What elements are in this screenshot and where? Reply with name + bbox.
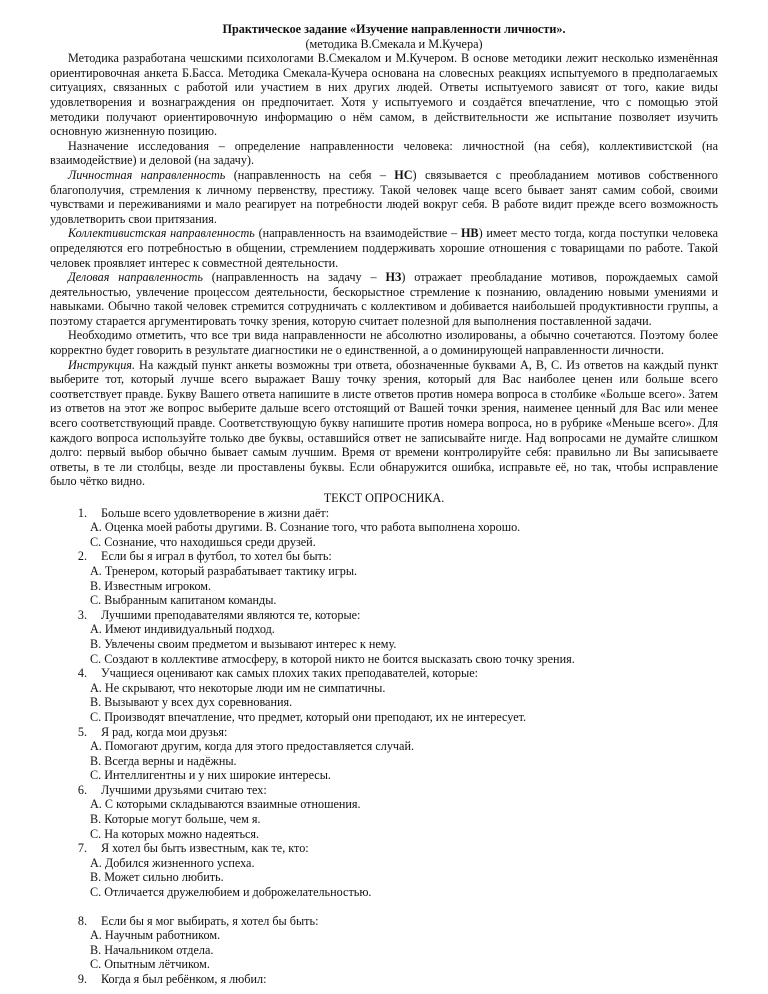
code-nv: НВ — [460, 226, 479, 241]
answer-option: В. Может сильно любить. — [90, 870, 224, 885]
collective-orientation-term: Коллективистская направленность — [68, 226, 255, 241]
business-orientation-paragraph: Деловая направленность (направленность на задачу – НЗ) отражает преобладание мотивов, порождаемых самой деятельностью, увлечение процессом деятельности, бескорыстное стремление к познанию, овладению новыми умениями и навыками. Обычно такой человек стремится сотрудничать с коллективом и добивается наибольшей продуктивности группы, а поэтому старается аргументировать точку зрения, которую считает полезной для выполнения поставленной задачи. — [50, 270, 718, 328]
document-subtitle: (методика В.Смекала и М.Кучера) — [305, 36, 483, 51]
question-item — [50, 506, 718, 521]
answer-option: А. Тренером, который разрабатывает тактику игры. — [90, 563, 358, 578]
questionnaire-title: ТЕКСТ ОПРОСНИКА. — [323, 491, 445, 505]
question-text: Лучшими друзьями считаю тех: — [101, 782, 267, 797]
answer-option: А. Научным работником. — [90, 928, 221, 943]
business-orientation-term: Деловая направленность — [68, 270, 203, 285]
note-paragraph: Необходимо отметить, что все три вида направленности не абсолютно изолированы, а обычно сочетаются. Поэтому более корректно будет говорить в результате диагностики не о единственной, а о доминирующей направленности личности. — [50, 328, 718, 358]
spacer — [50, 900, 718, 914]
instruction-label: Инструкция. — [68, 357, 136, 372]
question-text: Я рад, когда мои друзья: — [101, 724, 228, 739]
intro-paragraph-1: Методика разработана чешскими психологами В.Смекалом и М.Кучером. В основе методики лежит несколько изменённая ориентировочная анкета Б.Басса. Методика Смекала-Кучера основана на словесных реакциях испытуемого в предполагаемых ситуациях, связанных с работой или участием в них других людей. Ответы испытуемого зависят от того, какие виды удовлетворения и вознаграждения он предпочитает. Хотя у испытуемого и создаётся впечатление, что с помощью этой методики получают ориентировочную информацию о нём самом, в действительности же испытание позволяет изучить основную жизненную позицию. — [50, 51, 718, 139]
question-number: 4. — [77, 666, 87, 681]
answer-option: А. Оценка моей работы другими. В. Сознание того, что работа выполнена хорошо. — [90, 520, 521, 535]
question-number: 3. — [77, 607, 87, 622]
answer-option: А. С которыми складываются взаимные отношения. — [90, 797, 361, 812]
answer-option: С. На которых можно надеяться. — [90, 826, 260, 841]
intro-paragraph-2: Назначение исследования – определение направленности человека: личностной (на себя), коллективистской (на взаимодействие) и деловой (на задачу). — [50, 138, 718, 168]
question-text: Я хотел бы быть известным, как те, кто: — [101, 841, 309, 856]
answer-option: В. Вызывают у всех дух соревнования. — [90, 695, 293, 710]
answer-option: В. Известным игроком. — [90, 578, 212, 593]
answer-option: С. Выбранным капитаном команды. — [90, 593, 277, 608]
question-item — [50, 725, 718, 740]
document-page — [50, 22, 718, 987]
answer-option: С. Создают в коллективе атмосферу, в которой никто не боится высказать свою точку зрения. — [90, 651, 575, 666]
code-nz: НЗ — [385, 270, 402, 285]
question-number: 5. — [77, 724, 87, 739]
instruction-paragraph: Инструкция. На каждый пункт анкеты возможны три ответа, обозначенные буквами А, В, С. Из ответов на каждый пункт выберите тот, который лучше всего выражает Вашу точку зрения, который для Вас наиболее ценен или больше всего соответствует правде. Букву Вашего ответа напишите в листе ответов против номера вопроса в столбике «Больше всего». Затем из ответов на этот же вопрос выберите дальше всего отстоящий от Вашей точки зрения, наименее ценный для Вас или менее всего соответствующий правде. Соответствующую букву напишите против номера вопроса, но в рубрике «Меньше всего». Для каждого вопроса используйте только две буквы, оставшийся ответ не записывайте нигде. Над вопросами не думайте слишком долго: первый выбор обычно бывает самым лучшим. Время от времени контролируйте себя: правильно ли Вы записываете ответы, в те ли столбцы, везде ли проставлены буквы. Если обнаружится ошибка, исправьте её, но так, чтобы исправление было чётко видно. — [50, 357, 718, 489]
question-item — [50, 972, 718, 987]
question-text: Больше всего удовлетворение в жизни даёт: — [101, 505, 330, 520]
question-item — [50, 666, 718, 681]
question-item — [50, 549, 718, 564]
collective-orientation-paragraph: Коллективистская направленность (направленность на взаимодействие – НВ) имеет место тогда, когда поступки человека определяются его потребностью в общении, стремлением поддерживать хорошие отношения с товарищами по работе. Такой человек проявляет интерес к совместной деятельности. — [50, 226, 718, 270]
question-item — [50, 914, 718, 929]
question-item — [50, 841, 718, 856]
answer-option: С. Отличается дружелюбием и доброжелательностью. — [90, 885, 372, 900]
answer-option: С. Производят впечатление, что предмет, который они преподают, их не интересует. — [90, 709, 527, 724]
code-ns: НС — [394, 167, 413, 182]
question-number: 2. — [77, 549, 87, 564]
document-title: Практическое задание «Изучение направленности личности». — [222, 22, 566, 36]
question-number: 7. — [77, 841, 87, 856]
question-number: 6. — [77, 782, 87, 797]
personal-orientation-paragraph: Личностная направленность (направленность на себя – НС) связывается с преобладанием мотивов собственного благополучия, стремления к личному первенству, престижу. Такой человек чаще всего бывает занят самим собой, своими чувствами и переживаниями и мало реагирует на потребности людей вокруг себя. В работе видит прежде всего возможность удовлетворить свои притязания. — [50, 167, 719, 226]
answer-option: С. Опытным лётчиком. — [90, 957, 210, 972]
answer-option: В. Увлечены своим предметом и вызывают интерес к нему. — [90, 636, 397, 651]
question-number: 9. — [77, 972, 87, 986]
question-item — [50, 608, 718, 623]
question-item — [50, 783, 718, 798]
answer-option: С. Интеллигентны и у них широкие интересы. — [90, 768, 331, 783]
question-text: Если бы я играл в футбол, то хотел бы быть: — [101, 549, 332, 564]
answer-option: С. Сознание, что находишься среди друзей. — [90, 534, 316, 549]
answer-option: А. Помогают другим, когда для этого предоставляется случай. — [90, 739, 415, 754]
question-text: Лучшими преподавателями являются те, которые: — [101, 607, 361, 622]
answer-option: В. Которые могут больше, чем я. — [90, 812, 261, 827]
answer-option: В. Всегда верны и надёжны. — [90, 753, 237, 768]
question-text: Когда я был ребёнком, я любил: — [101, 972, 267, 986]
question-text: Учащиеся оценивают как самых плохих таких преподавателей, которые: — [101, 666, 478, 681]
answer-option: А. Добился жизненного успеха. — [90, 855, 255, 870]
answer-option: В. Начальником отдела. — [90, 942, 214, 957]
answer-option: А. Не скрывают, что некоторые люди им не симпатичны. — [90, 680, 386, 695]
question-text: Если бы я мог выбирать, я хотел бы быть: — [101, 913, 319, 928]
question-number: 1. — [77, 505, 87, 520]
question-list — [50, 506, 718, 987]
answer-option: А. Имеют индивидуальный подход. — [90, 622, 275, 637]
question-number: 8. — [77, 913, 87, 928]
personal-orientation-term: Личностная направленность — [68, 167, 226, 182]
